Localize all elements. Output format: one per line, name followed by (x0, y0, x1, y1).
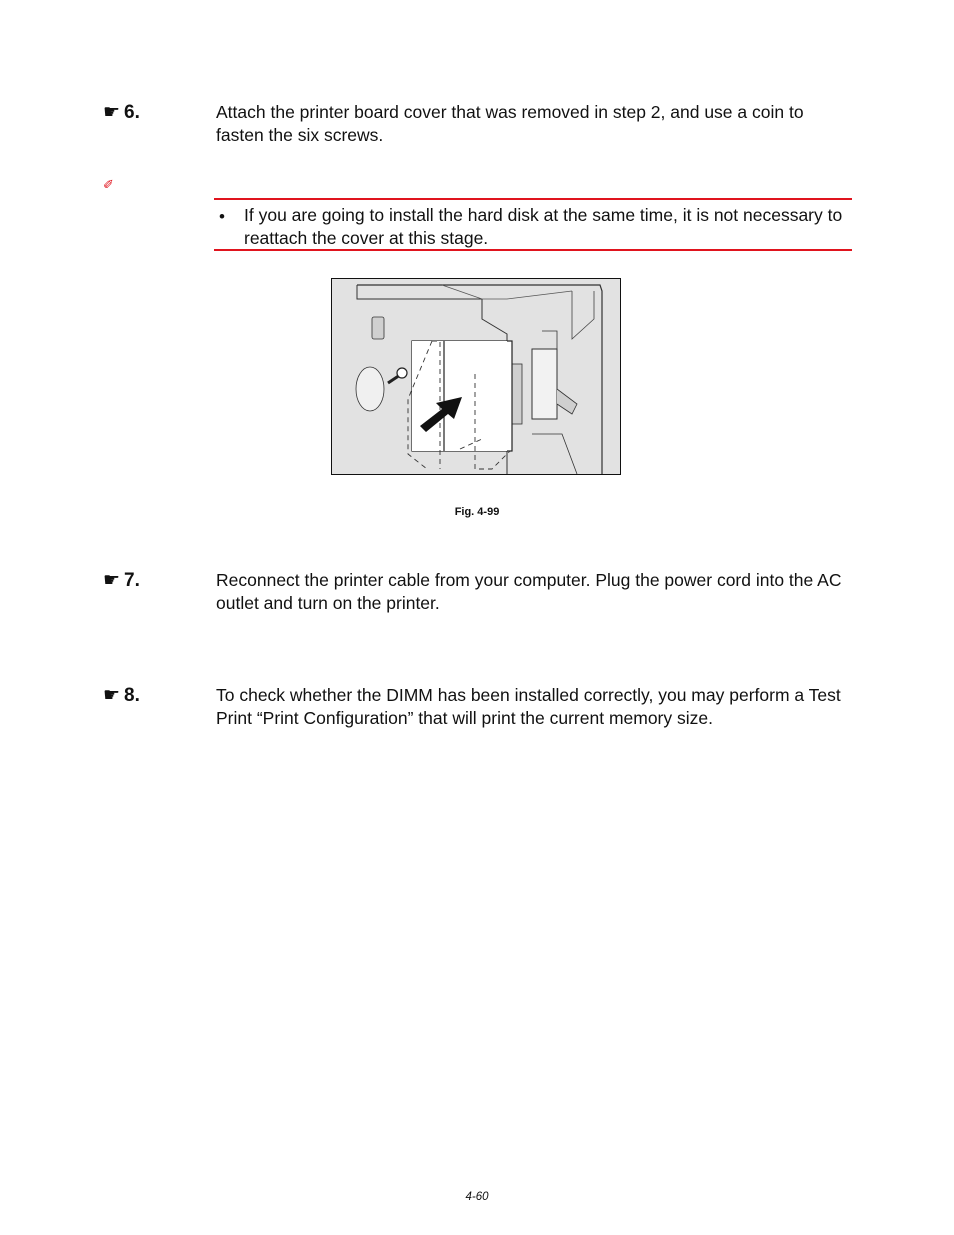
page-number: 4-60 (465, 1191, 489, 1203)
step-8-marker (103, 684, 140, 707)
board-cover (412, 341, 507, 451)
connector-slot (512, 364, 522, 424)
round-knob (356, 367, 384, 411)
illustration-svg (332, 279, 620, 474)
step-7-number: 7. (124, 570, 140, 591)
pointing-hand-icon: ☛ (103, 102, 121, 123)
figure-caption: Fig. 4-99 (454, 506, 500, 518)
pointing-hand-icon: ☛ (103, 570, 121, 591)
lock-knob (372, 317, 384, 339)
step-7-text: Reconnect the printer cable from your computer. Plug the power cord into the AC outlet and turn on the printer. (216, 570, 842, 613)
step-6-number: 6. (124, 102, 140, 123)
printer-board-cover-illustration (331, 278, 621, 475)
step-6-marker (103, 101, 140, 124)
note-box (214, 198, 852, 251)
step-7-marker (103, 569, 140, 592)
note-pen-icon: ✐ (103, 177, 114, 192)
step-6-text: Attach the printer board cover that was removed in step 2, and use a coin to fasten the six screws. (216, 102, 804, 145)
step-8-text: To check whether the DIMM has been installed correctly, you may perform a Test Print “Print Configuration” that will print the current memory size. (216, 685, 841, 728)
step-8-number: 8. (124, 685, 140, 706)
interface-port (532, 349, 557, 419)
pointing-hand-icon: ☛ (103, 685, 121, 706)
note-text: If you are going to install the hard disk at the same time, it is not necessary to reattach the cover at this stage. (244, 205, 843, 248)
note-bullet: • (219, 207, 225, 226)
